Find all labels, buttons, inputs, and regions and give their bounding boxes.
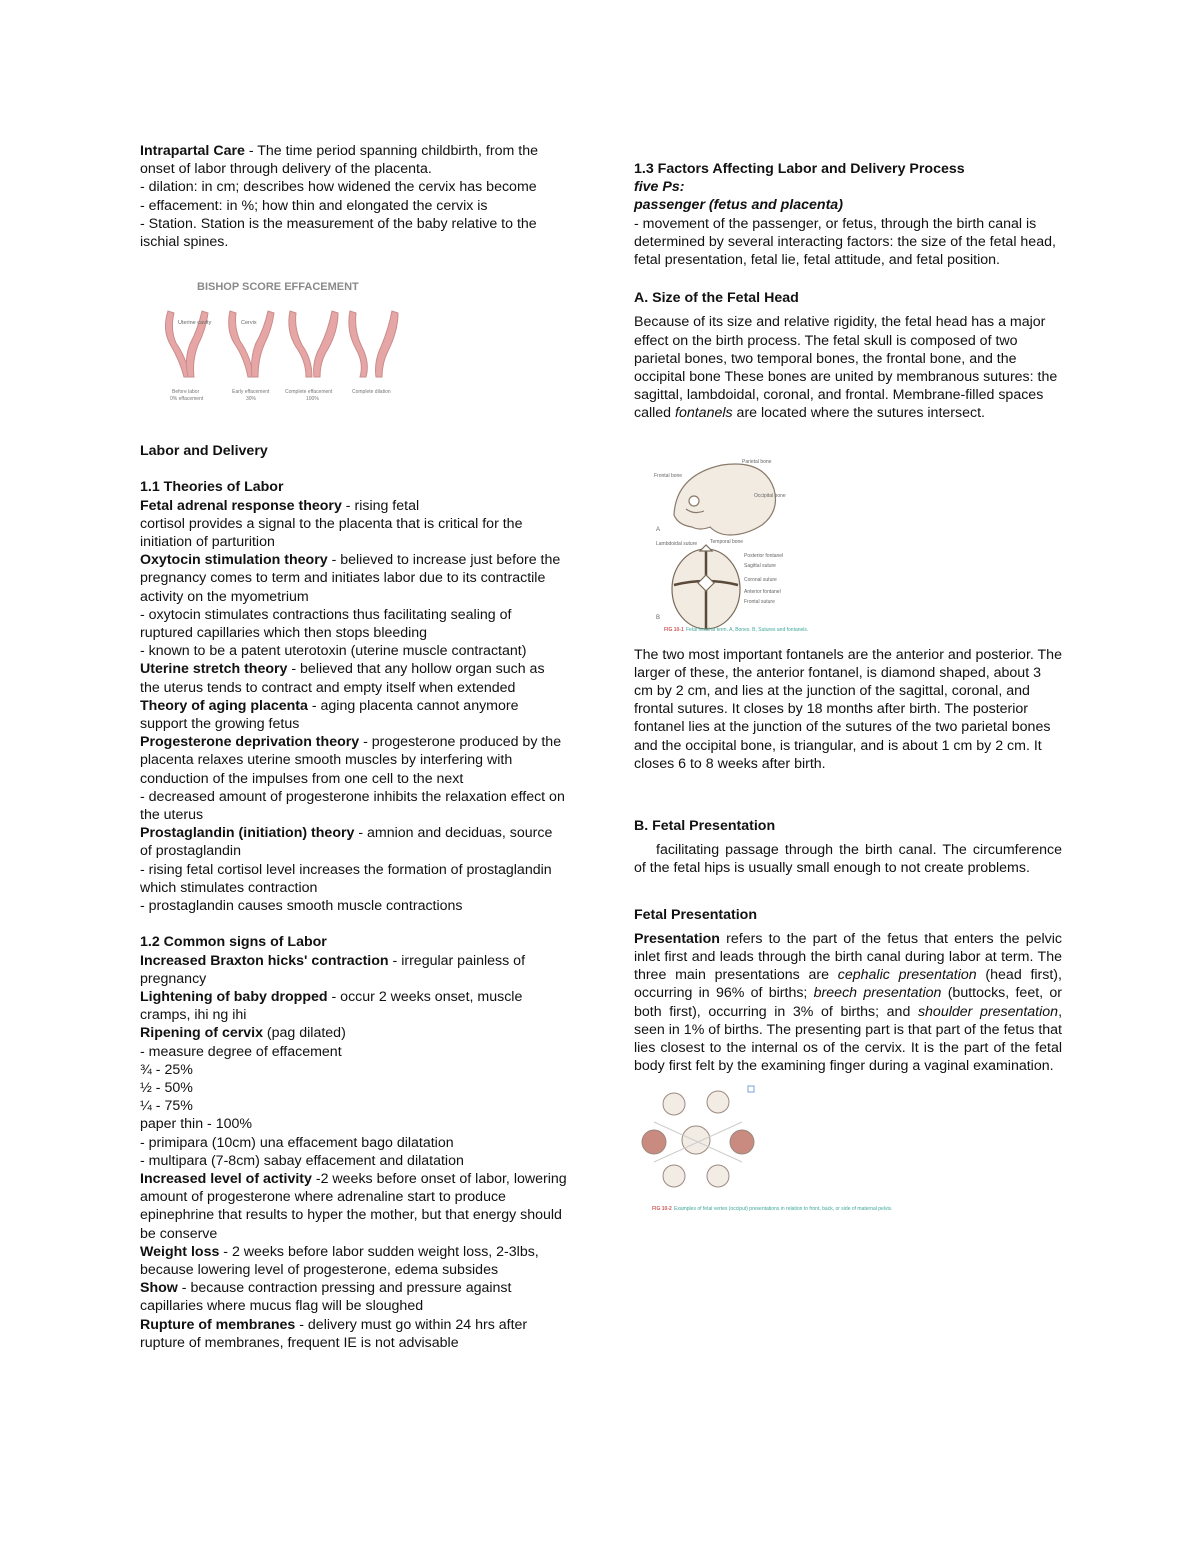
sign-activity (140, 1170, 568, 1243)
ripening-line7: - multipara (7-8cm) sabay effacement and dilatation (140, 1152, 464, 1169)
size-heading: A. Size of the Fetal Head (634, 290, 799, 307)
passenger-heading: passenger (fetus and placenta) (634, 197, 843, 214)
uterus-stage-3 (289, 311, 338, 377)
theory-progesterone-line2: - decreased amount of progesterone inhibits the relaxation effect on the uterus (140, 788, 565, 824)
passenger-definition: - movement of the passenger, or fetus, through the birth canal is determined by several interacting factors: the size of the fetal head, fetal presentation, fetal lie, fetal attitude, and fetal position. (634, 215, 1056, 269)
fetal-skull-figure (634, 453, 1062, 638)
theory-progesterone (140, 733, 568, 788)
theory-oxytocin (140, 551, 568, 606)
theory-def: - progesterone produced by the placenta relaxes uterine smooth muscles by interfering with conduction of the impulses from one cell to the next (140, 734, 562, 787)
theory-term: Theory of aging placenta (140, 697, 308, 714)
skull-side-view (674, 464, 776, 535)
theory-def: - aging placenta cannot anymore support the growing fetus (140, 697, 519, 733)
intrapartal-definition (140, 142, 568, 178)
intrapartal-effacement: - effacement: in %; how thin and elongated the cervix is (140, 197, 488, 214)
presentation-caption: Examples of fetal vertex (occiput) presentations in relation to front, back, or side of maternal pelvis. (674, 1205, 893, 1212)
fetal-presentation-figure (634, 1082, 1062, 1222)
theory-aging-placenta (140, 697, 568, 733)
label-coronal-suture: Coronal suture (744, 576, 777, 583)
sign-def: - delivery must go within 24 hrs after rupture of membranes, frequent IE is not advisable (140, 1316, 528, 1351)
ripening-line1: - measure degree of effacement (140, 1043, 342, 1060)
sign-def: - because contraction pressing and pressure against capillaries where mucus flag will be sloughed (140, 1280, 512, 1315)
skull-top-view (672, 545, 740, 629)
theories-heading: 1.1 Theories of Labor (140, 479, 284, 496)
theory-term: Prostaglandin (initiation) theory (140, 825, 355, 842)
label-frontal-suture: Frontal suture (744, 598, 775, 605)
presentation-text-1: refers to the part of the fetus that enters the pelvic inlet first and leads through the birth canal during labor at term. The three main presentations are (634, 930, 1062, 984)
uterine-cavity-label: Uterine cavity (178, 320, 212, 327)
intrapartal-dilation: - dilation: in cm; describes how widened the cervix has become (140, 179, 537, 196)
sign-rupture (140, 1316, 568, 1352)
ripening-line2: ¾ - 25% (140, 1061, 193, 1078)
factors-heading: 1.3 Factors Affecting Labor and Delivery Process (634, 161, 965, 177)
presentation-text-4: , seen in 1% of births. The presenting part is that part of the fetus that lies closest to the internal os of the cervix. It is the part of the fetal body first felt by the examining finger during a vaginal examination. (634, 1003, 1063, 1075)
theory-term: Oxytocin stimulation theory (140, 552, 328, 569)
intrapartal-def-text: - The time period spanning childbirth, from the onset of labor through delivery of the placenta. (140, 143, 538, 178)
cervix-label: Cervix (241, 320, 257, 327)
presentation-b-paragraph: facilitating passage through the birth canal. The circumference of the fetal hips is usually small enough to not create problems. (634, 842, 1062, 877)
label-frontal-bone: Frontal bone (654, 472, 683, 479)
sign-def: - 2 weeks before labor sudden weight loss, 2-3lbs, because lowering level of progesterone, edema subsides (140, 1243, 539, 1278)
theory-prostaglandin-line2: - rising fetal cortisol level increases the formation of prostaglandin which stimulates contraction (140, 861, 552, 896)
skull-letter-a: A (656, 526, 661, 533)
theory-def: - amnion and deciduas, source of prostaglandin (140, 825, 553, 860)
bishop-score-figure (140, 269, 568, 409)
sign-term: Weight loss (140, 1243, 220, 1260)
left-column (140, 142, 568, 1352)
label-lambdoidal-suture: Lambdoidal suture (656, 540, 698, 547)
sign-term: Ripening of cervix (140, 1025, 263, 1042)
sign-term: Increased Braxton hicks' contraction (140, 952, 389, 969)
theory-fetal-adrenal (140, 497, 568, 515)
theory-oxytocin-line2: - oxytocin stimulates contractions thus facilitating sealing of ruptured capillaries which then stops bleeding (140, 606, 512, 642)
five-ps: five Ps: (634, 179, 685, 196)
theory-prostaglandin-line3: - prostaglandin causes smooth muscle contractions (140, 898, 463, 915)
theory-def: - rising fetal (341, 497, 420, 514)
skull-letter-b: B (656, 614, 661, 621)
presentation-heading: Fetal Presentation (634, 906, 757, 923)
shoulder-term: shoulder presentation (917, 1003, 1059, 1020)
skull-caption-prefix: FIG 10-1 (664, 626, 684, 633)
label-parietal-bone: Parietal bone (742, 458, 772, 465)
sign-weight-loss (140, 1243, 568, 1279)
caption-100: 100% (306, 396, 319, 403)
presentation-text-2: (head first), occurring in 96% of births; (634, 967, 1062, 1002)
sign-term: Rupture of membranes (140, 1316, 296, 1333)
sign-show (140, 1279, 568, 1315)
presentation-b-heading: B. Fetal Presentation (634, 818, 776, 835)
sign-lightening (140, 988, 568, 1024)
label-temporal-bone: Temporal bone (710, 538, 744, 545)
sign-def: -2 weeks before onset of labor, lowering amount of progesterone where adrenaline start to produce epinephrine that results to hyper the mother, but that energy should be conserve (140, 1170, 567, 1242)
sign-def: (pag dilated) (262, 1025, 346, 1042)
skull-caption: Fetal head at term. A, Bones. B, Sutures and fontanels. (686, 626, 809, 633)
sign-term: Lightening of baby dropped (140, 988, 328, 1005)
caption-0-effacement: 0% effacement (170, 396, 204, 403)
fontanel-paragraph: The two most important fontanels are the anterior and posterior. The larger of these, the anterior fontanel, is diamond shaped, about 3 cm by 2 cm, and lies at the junction of the sagittal, coronal, and frontal sutures. It closes by 18 months after birth. The posterior fontanel lies at the junction of the sutures of the two parietal bones and the occipital bone, is triangular, and is about 1 cm by 2 cm. It closes 6 to 8 weeks after birth. (634, 646, 1062, 772)
sign-braxton-hicks (140, 952, 568, 988)
ripening-line5: paper thin - 100% (140, 1116, 252, 1133)
size-text-a: Because of its size and relative rigidity, the fetal head has a major effect on the birth process. The fetal skull is composed of two parietal bones, two temporal bones, the frontal bone, and the occipital bone These bones are united by membranous sutures: the sagittal, lambdoidal, coronal, and frontal. Membrane-filled spaces called (634, 314, 1058, 422)
sign-term: Show (140, 1280, 178, 1297)
theory-def: - believed to increase just before the pregnancy comes to term and initiates labor due to its contractile activity on the myometrium (140, 552, 561, 605)
sign-def: - irregular painless of pregnancy (140, 952, 526, 987)
theory-term: Progesterone deprivation theory (140, 734, 360, 751)
label-sagittal-suture: Sagittal suture (744, 562, 776, 569)
caption-30: 30% (246, 396, 257, 403)
presentation-paragraph (634, 930, 1062, 1076)
presentation-diagrams (642, 1091, 754, 1187)
theory-oxytocin-line3: - known to be a patent uterotoxin (uterine muscle contractant) (140, 643, 527, 660)
presentation-text-3: (buttocks, feet, or both first), occurring in 3% of births; and (634, 985, 1062, 1020)
sign-term: Increased level of activity (140, 1170, 312, 1187)
caption-complete-dilation: Complete dilation (352, 389, 391, 396)
ripening-line3: ½ - 50% (140, 1079, 193, 1096)
size-text-b: are located where the sutures intersect. (732, 405, 985, 422)
label-occipital-bone: Occipital bone (754, 492, 786, 499)
signs-heading: 1.2 Common signs of Labor (140, 934, 327, 951)
theory-term: Fetal adrenal response theory (140, 497, 342, 514)
caption-early-effacement: Early effacement (232, 389, 270, 396)
presentation-caption-prefix: FIG 10-2 (652, 1205, 672, 1212)
labor-delivery-heading: Labor and Delivery (140, 443, 268, 460)
caption-before-labor: Before labor (172, 389, 200, 396)
theory-prostaglandin (140, 824, 568, 860)
size-paragraph (634, 313, 1062, 422)
fontanels-term: fontanels (675, 405, 733, 422)
cephalic-term: cephalic presentation (837, 967, 977, 984)
ripening-line6: - primipara (10cm) una effacement bago dilatation (140, 1134, 454, 1151)
theory-term: Uterine stretch theory (140, 661, 288, 678)
expand-icon[interactable] (748, 1086, 754, 1092)
intrapartal-term: Intrapartal Care (140, 143, 245, 159)
theory-def: - believed that any hollow organ such as the uterus tends to contract and empty itself when extended (140, 661, 545, 696)
caption-complete-effacement: Complete effacement (285, 389, 333, 396)
presentation-term: Presentation (634, 930, 720, 947)
label-posterior-fontanel: Posterior fontanel (744, 552, 784, 559)
sign-ripening-cervix (140, 1024, 568, 1042)
right-column (634, 160, 1062, 1222)
theory-uterine-stretch (140, 660, 568, 696)
uterus-stage-4 (349, 311, 398, 377)
label-anterior-fontanel: Anterior fontanel (744, 588, 781, 595)
bishop-figure-title: BISHOP SCORE EFFACEMENT (197, 281, 359, 294)
sign-def: - occur 2 weeks onset, muscle cramps, ihi ng ihi (140, 988, 523, 1024)
ripening-line4: ¼ - 75% (140, 1098, 193, 1115)
theory-fetal-adrenal-line2: cortisol provides a signal to the placenta that is critical for the initiation of parturition (140, 515, 523, 551)
breech-term: breech presentation (813, 985, 942, 1002)
intrapartal-station: - Station. Station is the measurement of the baby relative to the ischial spines. (140, 215, 537, 251)
